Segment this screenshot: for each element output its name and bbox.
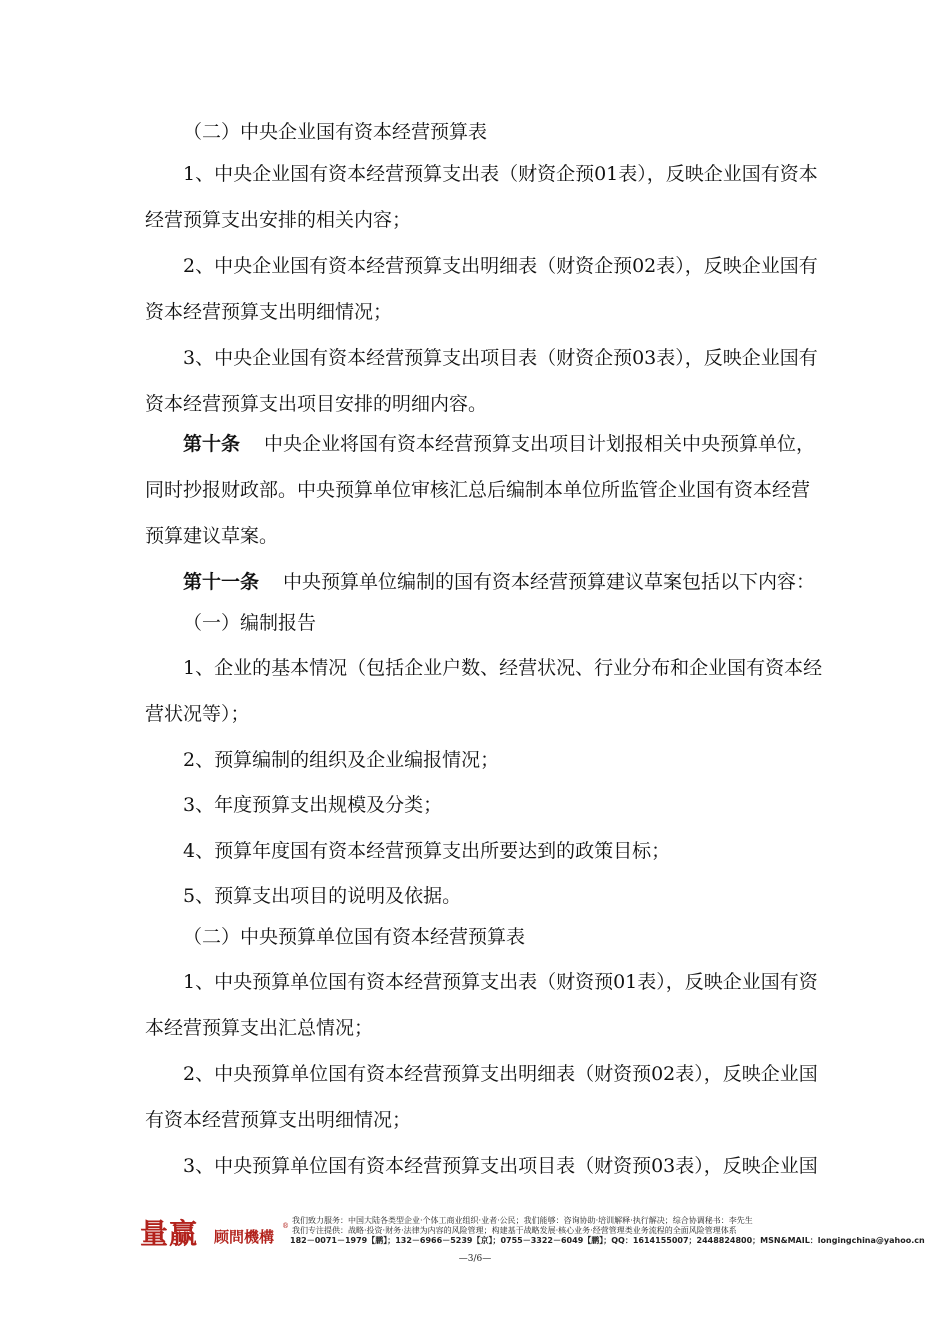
- section-heading-report: （一）编制报告: [183, 612, 317, 634]
- company-logo-subtitle: 顾問機構: [214, 1228, 275, 1246]
- paragraph-line: 本经营预算支出汇总情况；: [145, 1017, 374, 1039]
- section-heading-budget-tables: （二）中央企业国有资本经营预算表: [183, 121, 488, 143]
- article-10-heading: 第十条: [183, 433, 241, 455]
- article-10-text: 中央企业将国有资本经营预算支出项目计划报相关中央预算单位，: [264, 433, 816, 455]
- company-logo: 量赢: [140, 1217, 199, 1250]
- paragraph-line: 经营预算支出安排的相关内容；: [145, 209, 412, 231]
- list-item: 3、年度预算支出规模及分类；: [183, 794, 443, 816]
- paragraph-line: 1、中央企业国有资本经营预算支出表（财资企预01表），反映企业国有资本: [183, 163, 818, 185]
- page-number: —3/6—: [458, 1254, 492, 1264]
- paragraph-line: 2、中央企业国有资本经营预算支出明细表（财资企预02表），反映企业国有: [183, 255, 818, 277]
- paragraph-line: 3、中央企业国有资本经营预算支出项目表（财资企预03表），反映企业国有: [183, 347, 818, 369]
- paragraph-line: 2、中央预算单位国有资本经营预算支出明细表（财资预02表），反映企业国: [183, 1063, 818, 1085]
- footer-contact-line: 182－0071－1979【鹏】；132－6966－5239【京】；0755－3322－6049【鹏】；QQ：1614155007；2448824800；MSN&MAIL：longingchina@yahoo.cn: [290, 1236, 925, 1245]
- registered-mark: ®: [282, 1222, 289, 1230]
- paragraph-line: 营状况等）；: [145, 703, 250, 725]
- list-item: 4、预算年度国有资本经营预算支出所要达到的政策目标；: [183, 840, 671, 862]
- paragraph-line: 3、中央预算单位国有资本经营预算支出项目表（财资预03表），反映企业国: [183, 1155, 818, 1177]
- paragraph-line: 资本经营预算支出明细情况；: [145, 301, 393, 323]
- page-footer: [140, 1210, 925, 1250]
- article-11-text: 中央预算单位编制的国有资本经营预算建议草案包括以下内容：: [283, 571, 816, 593]
- article-11-heading: 第十一条: [183, 571, 260, 593]
- paragraph-line: 资本经营预算支出项目安排的明细内容。: [145, 393, 488, 415]
- paragraph-line: 1、中央预算单位国有资本经营预算支出表（财资预01表），反映企业国有资: [183, 971, 818, 993]
- paragraph-line: 有资本经营预算支出明细情况；: [145, 1109, 412, 1131]
- article-10-line: [183, 432, 816, 456]
- paragraph-line: 1、企业的基本情况（包括企业户数、经营状况、行业分布和企业国有资本经: [183, 657, 823, 679]
- list-item: 2、预算编制的组织及企业编报情况；: [183, 749, 500, 771]
- section-heading-unit-tables: （二）中央预算单位国有资本经营预算表: [183, 926, 526, 948]
- paragraph-line: 预算建议草案。: [145, 525, 279, 547]
- paragraph-line: 同时抄报财政部。中央预算单位审核汇总后编制本单位所监管企业国有资本经营: [145, 479, 811, 501]
- footer-focus-line: 我们专注提供：战略·投资·财务·法律为内容的风险管理；构建基于战略发展·核心业务·经营管理类业务流程的全面风险管理体系: [292, 1226, 737, 1235]
- footer-service-line: 我们致力服务：中国大陆各类型企业·个体工商业组织·业者·公民；我们能够：咨询协助·培训解释·执行解决；综合协调秘书：李先生: [292, 1216, 753, 1225]
- list-item: 5、预算支出项目的说明及依据。: [183, 885, 462, 907]
- article-11-line: [183, 570, 815, 594]
